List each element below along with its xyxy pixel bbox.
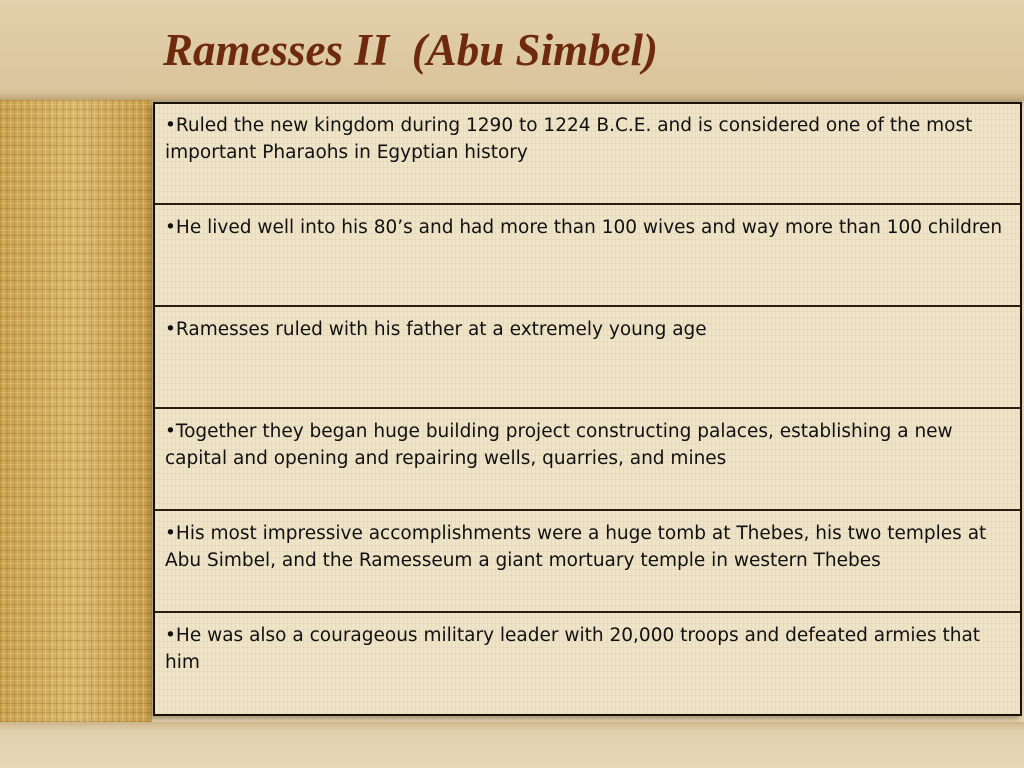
- title-band: [0, 0, 1024, 100]
- bottom-band: [0, 722, 1024, 768]
- table-row: [155, 512, 1020, 613]
- slide-title: Ramesses II (Abu Simbel): [163, 25, 659, 75]
- content-table: [153, 102, 1022, 716]
- table-row: [155, 308, 1020, 409]
- row-text: •He lived well into his 80’s and had more than 100 wives and way more than 100 children: [165, 217, 1003, 238]
- table-row: [155, 104, 1020, 205]
- table-row: [155, 206, 1020, 307]
- row-text: •Ramesses ruled with his father at a extremely young age: [165, 319, 707, 340]
- table-row: [155, 614, 1020, 715]
- papyrus-texture-strip: [0, 100, 152, 722]
- row-text: •His most impressive accomplishments were a huge tomb at Thebes, his two temples at Abu Simbel, and the Ramesseum a giant mortuary temple in western Thebes: [165, 523, 987, 571]
- row-text: •Together they began huge building project constructing palaces, establishing a new capital and opening and repairing wells, quarries, and mines: [165, 421, 953, 469]
- row-text: •Ruled the new kingdom during 1290 to 1224 B.C.E. and is considered one of the most important Pharaohs in Egyptian history: [165, 115, 973, 163]
- row-text: •He was also a courageous military leader with 20,000 troops and defeated armies that him: [165, 625, 981, 673]
- table-row: [155, 410, 1020, 511]
